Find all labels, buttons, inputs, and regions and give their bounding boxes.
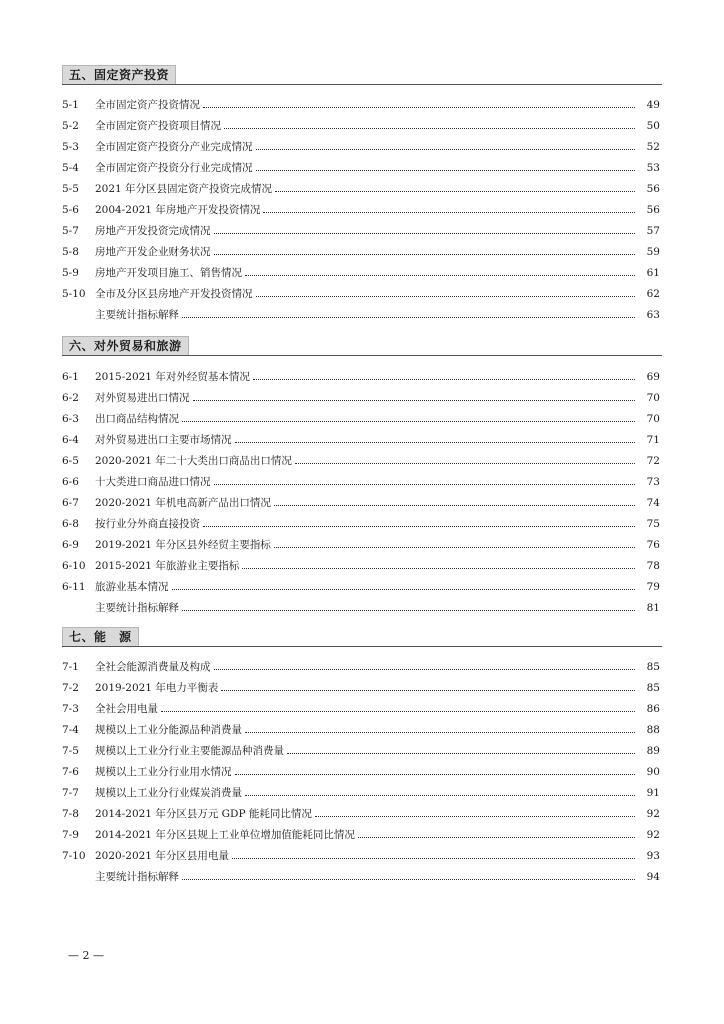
leader-dots [161, 699, 635, 712]
entry-page: 92 [646, 829, 660, 841]
toc-entry[interactable] [62, 95, 660, 113]
section-rule-7 [62, 646, 662, 647]
entry-title: 全市固定资产投资分产业完成情况 [95, 141, 253, 153]
toc-entry[interactable] [62, 556, 660, 574]
entry-number: 5-9 [62, 267, 79, 279]
entry-number: 6-10 [62, 560, 86, 572]
entry-number: 7-3 [62, 703, 79, 715]
entry-number: 5-4 [62, 162, 79, 174]
entry-number: 5-1 [62, 99, 79, 111]
toc-entry[interactable] [62, 846, 660, 864]
entry-page: 72 [646, 455, 660, 467]
entry-title: 2019-2021 年分区县外经贸主要指标 [95, 539, 271, 551]
leader-dots [274, 535, 635, 548]
leader-dots [245, 263, 635, 276]
entry-number: 6-11 [62, 581, 86, 593]
toc-entry[interactable] [62, 263, 660, 281]
toc-entry[interactable] [62, 284, 660, 302]
entry-title: 规模以上工业分行业煤炭消费量 [95, 787, 242, 799]
entry-number: 5-6 [62, 204, 79, 216]
entry-title: 全社会能源消费量及构成 [95, 661, 211, 673]
leader-dots [256, 158, 636, 171]
toc-entry[interactable] [62, 472, 660, 490]
entry-title: 房地产开发企业财务状况 [95, 246, 211, 258]
entry-page: 70 [646, 413, 660, 425]
entry-title: 2004-2021 年房地产开发投资情况 [95, 204, 261, 216]
toc-entry[interactable] [62, 825, 660, 843]
entry-page: 50 [646, 120, 660, 132]
entry-title: 2014-2021 年分区县规上工业单位增加值能耗同比情况 [95, 829, 355, 841]
entry-page: 94 [646, 871, 660, 883]
leader-dots [245, 720, 635, 733]
section-heading-5: 五、固定资产投资 [62, 65, 176, 85]
entry-number: 6-5 [62, 455, 79, 467]
entry-title: 2020-2021 年机电高新产品出口情况 [95, 497, 271, 509]
leader-dots [193, 388, 636, 401]
entry-title: 主要统计指标解释 [95, 602, 179, 614]
toc-entry[interactable] [62, 116, 660, 134]
entry-number: 7-10 [62, 850, 86, 862]
entry-title: 主要统计指标解释 [95, 871, 179, 883]
leader-dots [242, 556, 635, 569]
toc-entry[interactable] [62, 535, 660, 553]
entry-number: 5-10 [62, 288, 86, 300]
toc-entry[interactable] [62, 409, 660, 427]
leader-dots [172, 577, 636, 590]
toc-entry[interactable] [62, 741, 660, 759]
entry-number: 7-5 [62, 745, 79, 757]
entry-title: 全市固定资产投资项目情况 [95, 120, 221, 132]
entry-title: 全市固定资产投资分行业完成情况 [95, 162, 253, 174]
entry-page: 75 [646, 518, 660, 530]
entry-page: 92 [646, 808, 660, 820]
entry-number: 7-9 [62, 829, 79, 841]
toc-entry[interactable] [62, 305, 660, 323]
entry-number: 6-6 [62, 476, 79, 488]
page-number-footer: — 2 — [68, 949, 104, 962]
entry-number: 6-8 [62, 518, 79, 530]
entry-number: 5-2 [62, 120, 79, 132]
entry-page: 85 [646, 682, 660, 694]
toc-entry[interactable] [62, 137, 660, 155]
leader-dots [182, 867, 635, 880]
entry-title: 规模以上工业分行业用水情况 [95, 766, 232, 778]
leader-dots [245, 783, 635, 796]
leader-dots [315, 804, 635, 817]
entry-page: 79 [646, 581, 660, 593]
toc-entry[interactable] [62, 867, 660, 885]
section-rule-5 [62, 84, 662, 85]
leader-dots [358, 825, 635, 838]
leader-dots [214, 221, 636, 234]
toc-entry[interactable] [62, 699, 660, 717]
leader-dots [221, 678, 635, 691]
entry-page: 56 [646, 204, 660, 216]
toc-entry[interactable] [62, 158, 660, 176]
toc-entry[interactable] [62, 514, 660, 532]
entry-page: 88 [646, 724, 660, 736]
toc-entry[interactable] [62, 388, 660, 406]
leader-dots [253, 367, 635, 380]
leader-dots [274, 493, 635, 506]
toc-entry[interactable] [62, 678, 660, 696]
leader-dots [224, 116, 635, 129]
entry-page: 63 [646, 309, 660, 321]
toc-entry[interactable] [62, 598, 660, 616]
entry-page: 56 [646, 183, 660, 195]
entry-title: 2019-2021 年电力平衡表 [95, 682, 219, 694]
leader-dots [295, 451, 635, 464]
entry-number: 7-1 [62, 661, 79, 673]
entry-title: 2020-2021 年二十大类出口商品出口情况 [95, 455, 292, 467]
entry-number: 6-3 [62, 413, 79, 425]
entry-title: 对外贸易进出口情况 [95, 392, 190, 404]
entry-number: 6-2 [62, 392, 79, 404]
entry-title: 全市固定资产投资情况 [95, 99, 200, 111]
toc-entry[interactable] [62, 762, 660, 780]
entry-page: 91 [646, 787, 660, 799]
leader-dots [287, 741, 635, 754]
entry-page: 69 [646, 371, 660, 383]
toc-entry[interactable] [62, 657, 660, 675]
entry-page: 62 [646, 288, 660, 300]
leader-dots [214, 657, 636, 670]
leader-dots [182, 409, 635, 422]
toc-entry[interactable] [62, 804, 660, 822]
entry-page: 74 [646, 497, 660, 509]
entry-title: 2014-2021 年分区县万元 GDP 能耗同比情况 [95, 808, 312, 820]
entry-number: 5-3 [62, 141, 79, 153]
leader-dots [214, 242, 636, 255]
entry-number: 7-4 [62, 724, 79, 736]
entry-page: 90 [646, 766, 660, 778]
entry-page: 73 [646, 476, 660, 488]
entry-page: 57 [646, 225, 660, 237]
leader-dots [232, 846, 635, 859]
entry-title: 规模以上工业分行业主要能源品种消费量 [95, 745, 284, 757]
entry-title: 按行业分外商直接投资 [95, 518, 200, 530]
entry-page: 78 [646, 560, 660, 572]
entry-title: 全社会用电量 [95, 703, 158, 715]
entry-page: 53 [646, 162, 660, 174]
toc-entry[interactable] [62, 493, 660, 511]
entry-number: 6-7 [62, 497, 79, 509]
entry-number: 6-1 [62, 371, 79, 383]
leader-dots [203, 95, 635, 108]
entry-title: 2021 年分区县固定资产投资完成情况 [95, 183, 273, 195]
entry-number: 5-7 [62, 225, 79, 237]
entry-title: 主要统计指标解释 [95, 309, 179, 321]
entry-page: 70 [646, 392, 660, 404]
entry-title: 2015-2021 年对外经贸基本情况 [95, 371, 250, 383]
toc-entry[interactable] [62, 221, 660, 239]
entry-title: 全市及分区县房地产开发投资情况 [95, 288, 253, 300]
toc-entry[interactable] [62, 242, 660, 260]
entry-title: 房地产开发投资完成情况 [95, 225, 211, 237]
entry-title: 2020-2021 年分区县用电量 [95, 850, 229, 862]
entry-number: 7-2 [62, 682, 79, 694]
leader-dots [256, 284, 636, 297]
leader-dots [275, 179, 635, 192]
toc-entry[interactable] [62, 179, 660, 197]
leader-dots [214, 472, 636, 485]
entry-title: 十大类进口商品进口情况 [95, 476, 211, 488]
entry-page: 61 [646, 267, 660, 279]
entry-number: 5-5 [62, 183, 79, 195]
entry-title: 2015-2021 年旅游业主要指标 [95, 560, 240, 572]
entry-page: 89 [646, 745, 660, 757]
entry-title: 规模以上工业分能源品种消费量 [95, 724, 242, 736]
toc-entry[interactable] [62, 577, 660, 595]
leader-dots [182, 598, 635, 611]
entry-page: 71 [646, 434, 660, 446]
entry-number: 6-4 [62, 434, 79, 446]
toc-entry[interactable] [62, 720, 660, 738]
section-heading-6: 六、对外贸易和旅游 [62, 336, 189, 356]
entry-title: 旅游业基本情况 [95, 581, 169, 593]
leader-dots [235, 762, 636, 775]
entry-number: 6-9 [62, 539, 79, 551]
toc-entry[interactable] [62, 200, 660, 218]
entry-page: 86 [646, 703, 660, 715]
entry-number: 5-8 [62, 246, 79, 258]
leader-dots [203, 514, 635, 527]
entry-page: 93 [646, 850, 660, 862]
entry-page: 52 [646, 141, 660, 153]
entry-title: 房地产开发项目施工、销售情况 [95, 267, 242, 279]
toc-entry[interactable] [62, 430, 660, 448]
toc-entry[interactable] [62, 367, 660, 385]
leader-dots [235, 430, 636, 443]
toc-entry[interactable] [62, 451, 660, 469]
entry-number: 7-7 [62, 787, 79, 799]
leader-dots [263, 200, 635, 213]
leader-dots [256, 137, 636, 150]
section-heading-7: 七、能 源 [62, 627, 139, 647]
entry-page: 59 [646, 246, 660, 258]
entry-number: 7-6 [62, 766, 79, 778]
section-rule-6 [62, 355, 662, 356]
entry-page: 85 [646, 661, 660, 673]
entry-page: 49 [646, 99, 660, 111]
leader-dots [182, 305, 635, 318]
entry-title: 对外贸易进出口主要市场情况 [95, 434, 232, 446]
entry-number: 7-8 [62, 808, 79, 820]
toc-entry[interactable] [62, 783, 660, 801]
entry-page: 76 [646, 539, 660, 551]
entry-title: 出口商品结构情况 [95, 413, 179, 425]
entry-page: 81 [646, 602, 660, 614]
